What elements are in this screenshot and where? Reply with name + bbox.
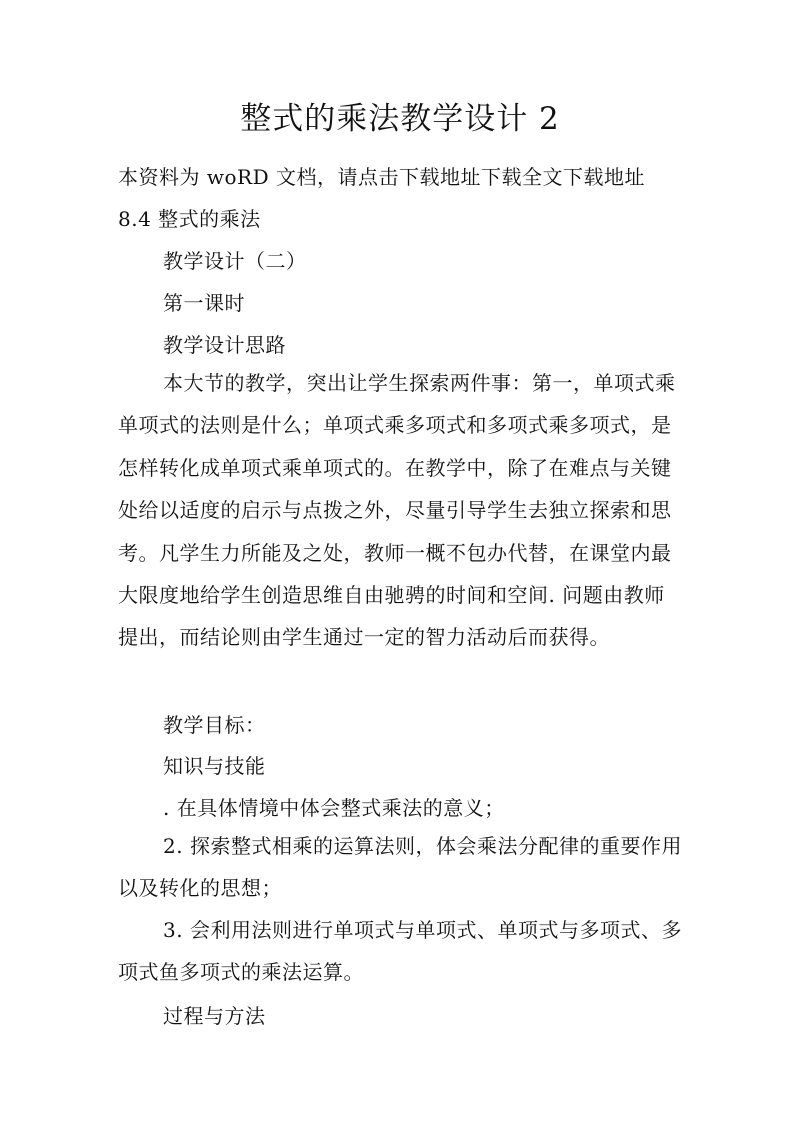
document-title: 整式的乘法教学设计 2 — [240, 101, 560, 137]
objective-1: . 在具体情境中体会整式乘法的意义； — [163, 796, 505, 820]
subtitle: 教学设计（二） — [163, 249, 307, 273]
objective-2: 2. 探索整式相乘的运算法则，体会乘法分配律的重要作用以及转化的思想； — [118, 834, 682, 901]
section-heading: 8.4 整式的乘法 — [118, 207, 261, 231]
objective-3: 3. 会利用法则进行单项式与单项式、单项式与多项式、多项式鱼多项式的乘法运算。 — [118, 918, 682, 985]
approach-heading: 教学设计思路 — [163, 333, 286, 357]
objectives-heading: 教学目标： — [163, 713, 266, 737]
intro-text: 本资料为 woRD 文档，请点击下载地址下载全文下载地址 — [118, 165, 645, 189]
lesson-label: 第一课时 — [163, 291, 245, 315]
process-heading: 过程与方法 — [163, 1004, 266, 1028]
approach-paragraph: 本大节的教学，突出让学生探索两件事：第一，单项式乘单项式的法则是什么；单项式乘多项式和多项式乘多项式，是怎样转化成单项式乘单项式的。在教学中，除了在难点与关键处给以适度的启示与点拨之外，尽量引导学生去独立探索和思考。凡学生力所能及之处，教师一概不包办代替，在课堂内最大限度地给学生创造思维自由驰骋的时间和空间. 问题由教师提出，而结论则由学生通过一定的智力活动后而获得。 — [118, 371, 676, 650]
knowledge-heading: 知识与技能 — [163, 754, 266, 778]
